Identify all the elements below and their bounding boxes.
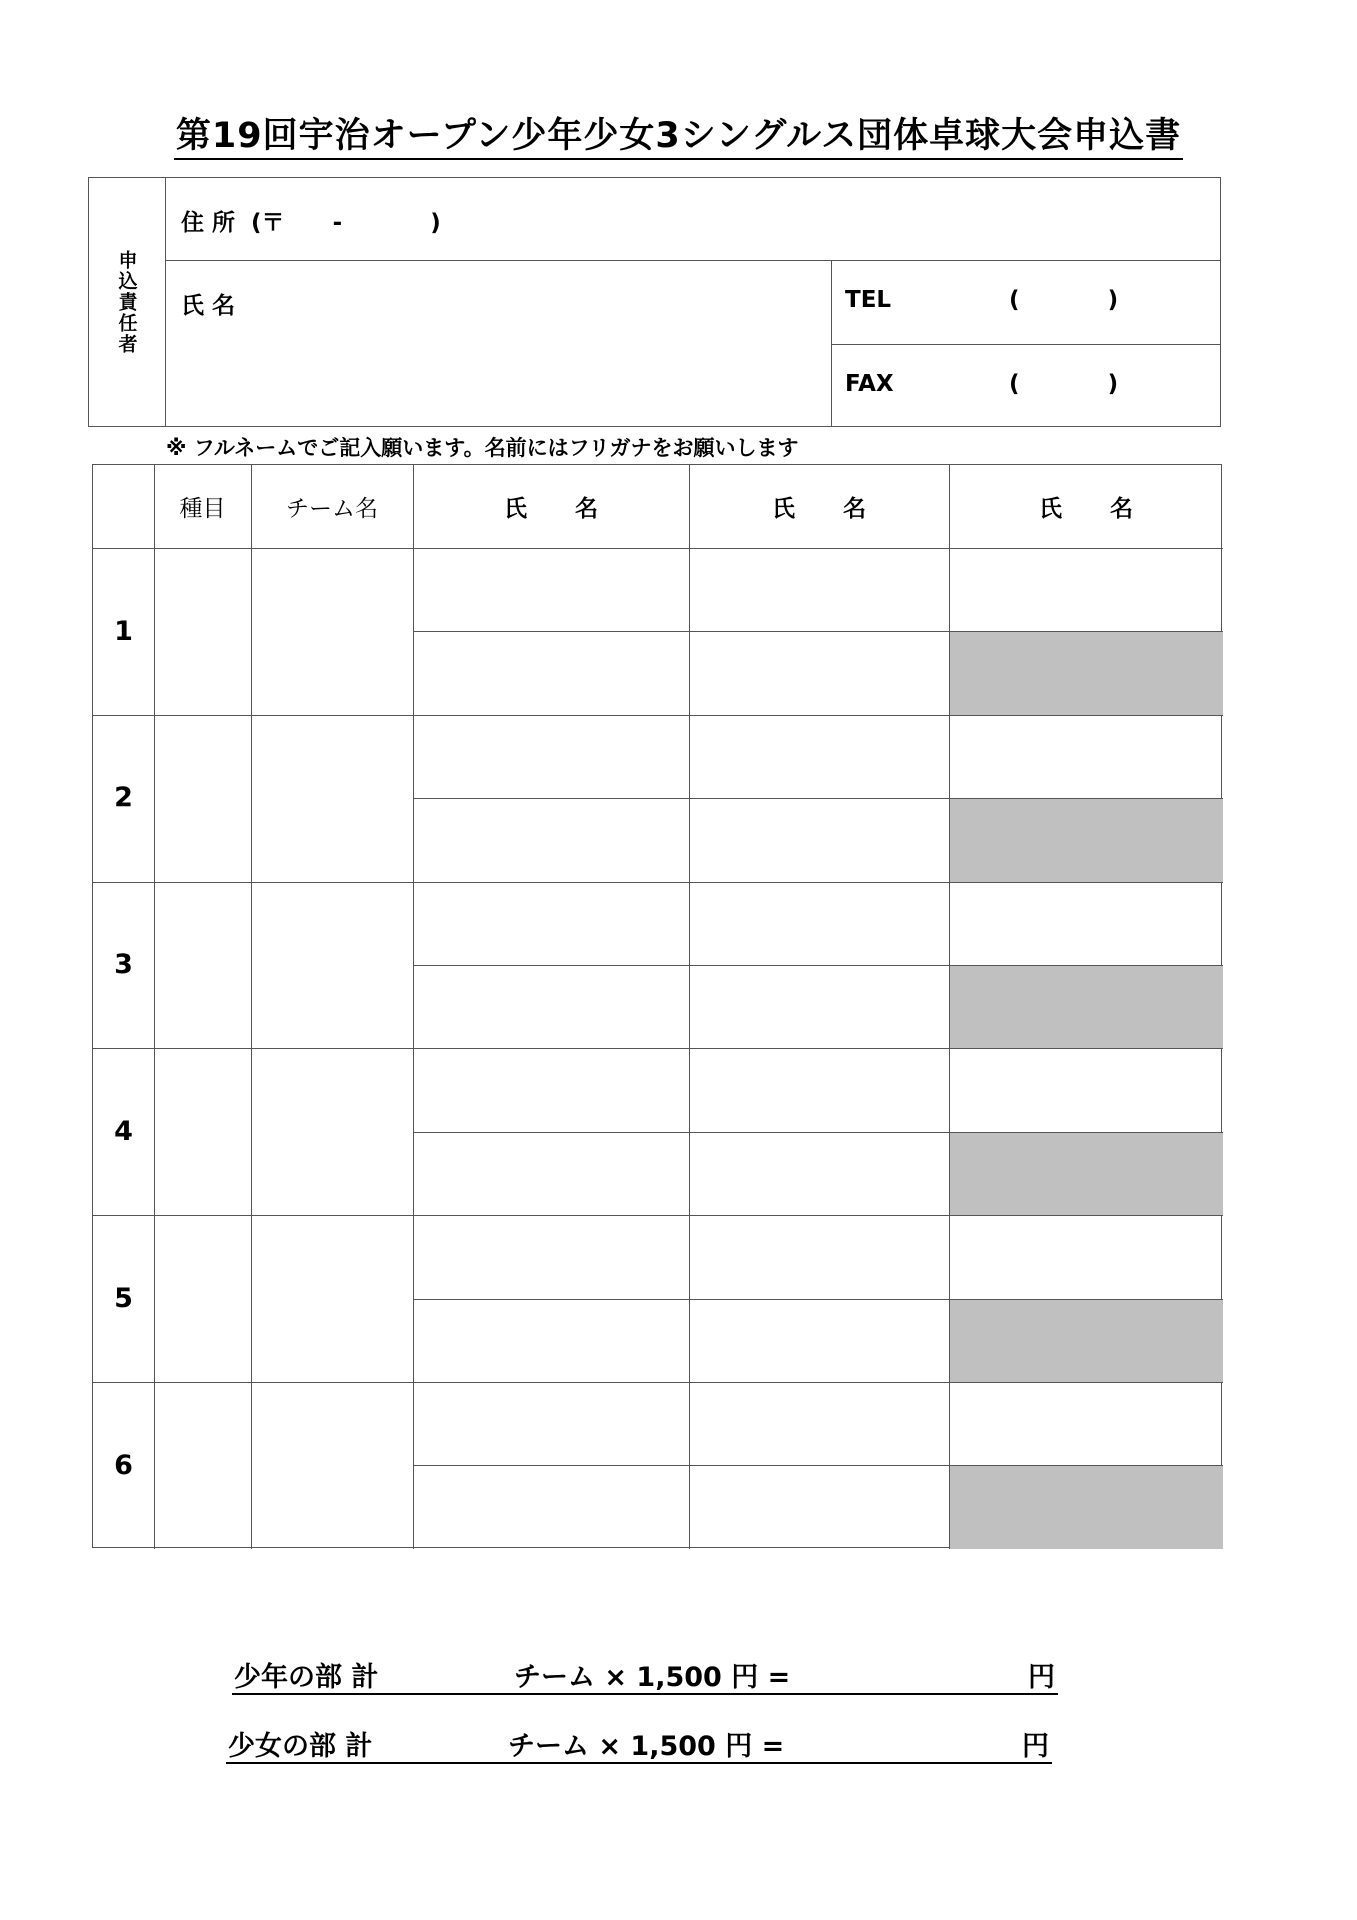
player-name-cell[interactable] [689, 548, 949, 631]
player-name-cell[interactable] [949, 882, 1223, 965]
tel-label: TEL [845, 287, 892, 313]
row-number: 2 [114, 782, 133, 814]
boys-total-underline [232, 1693, 1058, 1695]
player-name-cell[interactable] [413, 1465, 689, 1548]
player-name-cell[interactable] [413, 1299, 689, 1382]
boys-total-formula: チーム × 1,500 円 = [514, 1662, 791, 1693]
header-player-1: 氏 名 [503, 496, 599, 522]
applicant-section-label [89, 178, 166, 426]
row-number: 5 [114, 1282, 133, 1314]
row-number: 1 [114, 615, 133, 647]
row-number: 3 [114, 949, 133, 981]
girls-total-formula: チーム × 1,500 円 = [508, 1731, 785, 1762]
girls-total-label: 少女の部 計 [228, 1731, 373, 1762]
event-cell[interactable] [154, 1048, 251, 1215]
address-field[interactable] [166, 178, 1220, 261]
player-name-cell[interactable] [689, 1382, 949, 1465]
shaded-cell [949, 1132, 1223, 1215]
event-cell[interactable] [154, 715, 251, 882]
player-name-cell[interactable] [949, 1382, 1223, 1465]
form-title [0, 108, 1357, 158]
shaded-cell [949, 965, 1223, 1048]
player-name-cell[interactable] [949, 548, 1223, 631]
applicant-box [88, 177, 1221, 427]
header-player-3: 氏 名 [1038, 496, 1134, 522]
header-event: 種目 [179, 496, 226, 522]
fax-field[interactable] [832, 345, 1220, 426]
player-name-cell[interactable] [689, 882, 949, 965]
header-team-name: チーム名 [286, 496, 378, 522]
girls-total-underline [226, 1762, 1052, 1764]
player-name-cell[interactable] [413, 965, 689, 1048]
player-name-cell[interactable] [949, 1048, 1223, 1131]
fax-area-code: ( ) [1009, 371, 1119, 397]
team-name-cell[interactable] [251, 548, 413, 715]
address-label: 住 所 (〒 - ) [181, 210, 441, 236]
player-name-cell[interactable] [689, 1299, 949, 1382]
team-name-cell[interactable] [251, 1215, 413, 1382]
row-number: 4 [114, 1115, 133, 1147]
event-cell[interactable] [154, 1382, 251, 1549]
team-name-cell[interactable] [251, 715, 413, 882]
header-player-2: 氏 名 [771, 496, 867, 522]
name-label: 氏 名 [181, 293, 236, 319]
fax-label: FAX [845, 371, 894, 397]
player-name-cell[interactable] [413, 715, 689, 798]
team-name-cell[interactable] [251, 1382, 413, 1549]
player-name-cell[interactable] [689, 631, 949, 714]
player-name-cell[interactable] [413, 1132, 689, 1215]
player-name-cell[interactable] [689, 1215, 949, 1298]
entry-table [92, 464, 1222, 1548]
shaded-cell [949, 798, 1223, 881]
team-name-cell[interactable] [251, 1048, 413, 1215]
player-name-cell[interactable] [689, 715, 949, 798]
tel-field[interactable] [832, 261, 1220, 345]
shaded-cell [949, 631, 1223, 714]
applicant-name-field[interactable] [166, 261, 832, 426]
boys-total-unit: 円 [1028, 1662, 1055, 1693]
event-cell[interactable] [154, 882, 251, 1049]
instruction-note: ※ フルネームでご記入願います。名前にはフリガナをお願いします [166, 436, 799, 460]
shaded-cell [949, 1465, 1223, 1548]
event-cell[interactable] [154, 1215, 251, 1382]
player-name-cell[interactable] [689, 1048, 949, 1131]
tel-area-code: ( ) [1009, 287, 1119, 313]
player-name-cell[interactable] [689, 798, 949, 881]
player-name-cell[interactable] [413, 1215, 689, 1298]
player-name-cell[interactable] [413, 631, 689, 714]
player-name-cell[interactable] [689, 1465, 949, 1548]
player-name-cell[interactable] [413, 1382, 689, 1465]
form-title-text: 第19回宇治オープン少年少女3シングルス団体卓球大会申込書 [174, 116, 1183, 160]
boys-total-label: 少年の部 計 [234, 1662, 379, 1693]
girls-total-unit: 円 [1022, 1731, 1049, 1762]
row-number: 6 [114, 1449, 133, 1481]
player-name-cell[interactable] [949, 1215, 1223, 1298]
player-name-cell[interactable] [413, 798, 689, 881]
player-name-cell[interactable] [689, 1132, 949, 1215]
player-name-cell[interactable] [413, 882, 689, 965]
player-name-cell[interactable] [949, 715, 1223, 798]
event-cell[interactable] [154, 548, 251, 715]
player-name-cell[interactable] [689, 965, 949, 1048]
player-name-cell[interactable] [413, 548, 689, 631]
team-name-cell[interactable] [251, 882, 413, 1049]
applicant-section-label-text: 申込責任者 [115, 249, 138, 355]
player-name-cell[interactable] [413, 1048, 689, 1131]
shaded-cell [949, 1299, 1223, 1382]
